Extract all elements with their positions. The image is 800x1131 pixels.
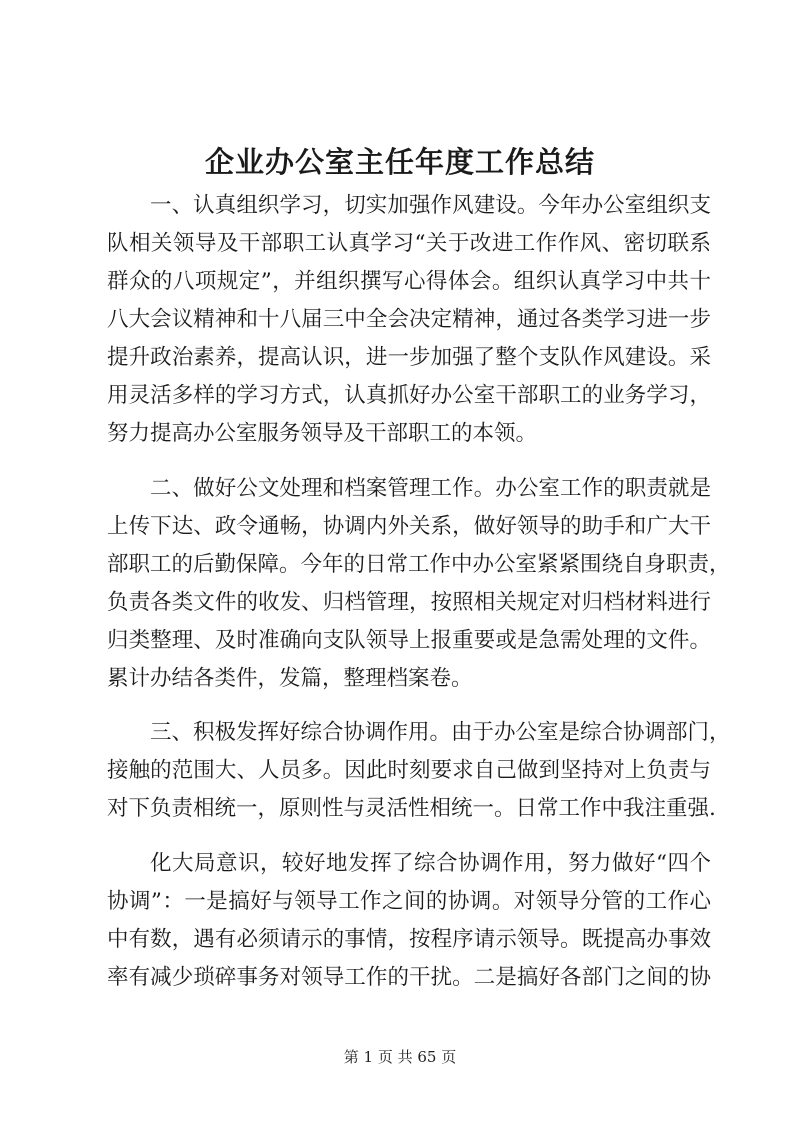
paragraph-line: 归类整理、及时准确向支队领导上报重要或是急需处理的文件。 [107, 627, 711, 653]
paragraph-2 [107, 470, 731, 698]
paragraph-line: 上传下达、政令通畅，协调内外关系，做好领导的助手和广大干 [107, 513, 711, 539]
page-footer: 第 1 页 共 65 页 [343, 1048, 457, 1066]
paragraph-line: 中有数，遇有必须请示的事情，按程序请示领导。既提高办事效 [107, 926, 711, 952]
paragraph-line: 化大局意识，较好地发挥了综合协调作用，努力做好“四个 [150, 850, 711, 876]
paragraph-line: 负责各类文件的收发、归档管理，按照相关规定对归档材料进行 [107, 589, 711, 615]
paragraph-line: 努力提高办公室服务领导及干部职工的本领。 [107, 421, 538, 446]
paragraph-line: 部职工的后勤保障。今年的日常工作中办公室紧紧围绕自身职责， [107, 551, 731, 577]
paragraph-line: 群众的八项规定”，并组织撰写心得体会。组织认真学习中共十 [107, 269, 711, 294]
paragraph-line: 累计办结各类件，发篇，整理档案卷。 [107, 665, 473, 691]
paragraph-3 [107, 714, 731, 828]
paragraph-4 [107, 845, 711, 997]
paragraph-line: 二、做好公文处理和档案管理工作。办公室工作的职责就是 [150, 475, 711, 501]
paragraph-line: 一、认真组织学习，切实加强作风建设。今年办公室组织支 [150, 193, 711, 218]
document-body [107, 187, 731, 997]
paragraph-line: 队相关领导及干部职工认真学习“关于改进工作作风、密切联系 [107, 231, 711, 256]
document-title: 企业办公室主任年度工作总结 [204, 145, 595, 179]
paragraph-line: 率有减少琐碎事务对领导工作的干扰。二是搞好各部门之间的协 [107, 964, 711, 990]
paragraph-1 [107, 187, 711, 453]
paragraph-line: 接触的范围大、人员多。因此时刻要求自己做到坚持对上负责与 [107, 758, 711, 783]
paragraph-line: 用灵活多样的学习方式，认真抓好办公室干部职工的业务学习， [107, 383, 711, 408]
paragraph-line: 八大会议精神和十八届三中全会决定精神，通过各类学习进一步 [107, 307, 711, 332]
paragraph-line: 三、积极发挥好综合协调作用。由于办公室是综合协调部门， [150, 720, 731, 745]
paragraph-line: 提升政治素养，提高认识，进一步加强了整个支队作风建设。采 [107, 345, 711, 370]
paragraph-line: 协调”：一是搞好与领导工作之间的协调。对领导分管的工作心 [107, 888, 711, 914]
paragraph-line: 对下负责相统一，原则性与灵活性相统一。日常工作中我注重强. [107, 796, 716, 821]
